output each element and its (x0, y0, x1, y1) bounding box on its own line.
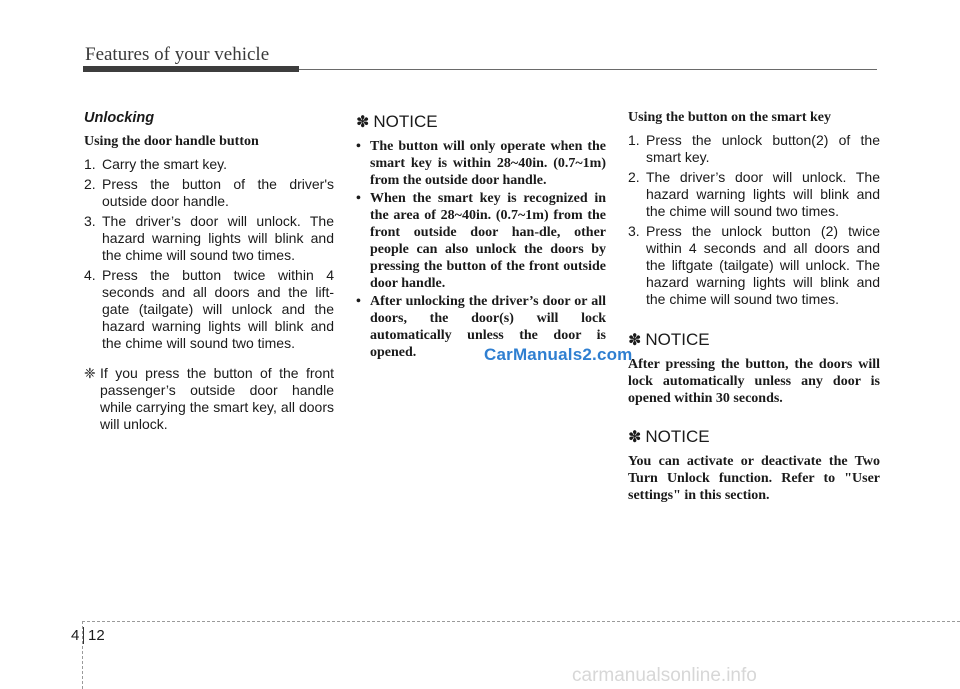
step-number: 2. (628, 169, 640, 185)
door-handle-steps (84, 156, 334, 352)
step-number: 4. (84, 267, 96, 283)
step-text: Press the unlock button (2) twice within 4 seconds and all doors and the liftgate (tailgate) will unlock. The hazard warning lights will blink and the chime will sound two times. (646, 223, 880, 307)
subhead-door-handle: Using the door handle button (84, 134, 259, 149)
notice-heading (628, 427, 880, 447)
header-bar (83, 66, 299, 72)
step-number: 2. (84, 176, 96, 192)
carmanuals-watermark: CarManuals2.com (484, 345, 633, 364)
notice-title: NOTICE (645, 330, 710, 349)
step-number: 3. (628, 223, 640, 239)
list-item (84, 156, 334, 173)
step-text: Press the unlock button(2) of the smart key. (646, 132, 880, 165)
notice-star-icon: ✽ (356, 114, 370, 131)
subhead-smart-key: Using the button on the smart key (628, 110, 832, 125)
bullet-icon: • (356, 139, 361, 154)
notice-star-icon: ✽ (628, 429, 642, 446)
step-number: 1. (628, 132, 640, 148)
list-item (84, 267, 334, 352)
page-header-title: Features of your vehicle (85, 44, 270, 65)
header-rule (299, 69, 877, 70)
notice-title: NOTICE (645, 427, 710, 446)
list-item (356, 138, 606, 189)
list-item (628, 223, 880, 308)
list-item (628, 132, 880, 166)
step-text: The driver’s door will unlock. The hazard warning lights will blink and the chime will sound two times. (646, 169, 880, 219)
column-notice (356, 108, 606, 362)
step-number: 1. (84, 156, 96, 172)
chapter-number: 4 (71, 627, 80, 644)
column-unlocking (84, 108, 334, 433)
notice-two-turn-text: You can activate or deactivate the Two Turn Unlock function. Refer to "User settings" in this section. (628, 454, 880, 503)
note-text: If you press the button of the front passenger’s outside door handle while carrying the smart key, all doors will unlock. (100, 365, 334, 432)
site-watermark: carmanualsonline.info (572, 665, 757, 686)
step-text: Carry the smart key. (102, 156, 227, 172)
note-symbol-icon: ❈ (84, 365, 96, 381)
notice-heading (356, 112, 606, 132)
bullet-icon: • (356, 294, 361, 309)
page-number-divider (83, 627, 84, 644)
step-number: 3. (84, 213, 96, 229)
step-text: The driver’s door will unlock. The hazard warning lights will blink and the chime will sound two times. (102, 213, 334, 263)
bullet-icon: • (356, 191, 361, 206)
list-item (84, 213, 334, 264)
passenger-note (84, 365, 334, 433)
step-text: Press the button of the driver's outside door handle. (102, 176, 334, 209)
footer-rule (82, 621, 960, 622)
column-smart-key (628, 108, 880, 504)
bullet-text: After unlocking the driver’s door or all doors, the door(s) will lock automatically unless the door is opened. (370, 294, 606, 360)
section-title-unlocking: Unlocking (84, 110, 155, 126)
notice-bullets (356, 138, 606, 361)
page-number: 12 (88, 627, 105, 644)
step-text: Press the button twice within 4 seconds and all doors and the lift-gate (tailgate) will unlock and the hazard warning lights will blink and the chime will sound two times. (102, 267, 334, 351)
bullet-text: When the smart key is recognized in the area of 28~40in. (0.7~1m) from the front outside door han-dle, other people can also unlock the doors by pressing the button of the front outside door handle. (370, 191, 606, 291)
list-item (356, 190, 606, 292)
smart-key-steps (628, 132, 880, 308)
bullet-text: The button will only operate when the smart key is within 28~40in. (0.7~1m) from the outside door handle. (370, 139, 606, 188)
list-item (628, 169, 880, 220)
notice-star-icon: ✽ (628, 332, 642, 349)
notice-heading (628, 330, 880, 350)
notice-title: NOTICE (373, 112, 438, 131)
list-item (84, 176, 334, 210)
notice-auto-lock-text: After pressing the button, the doors will lock automatically unless any door is opened within 30 seconds. (628, 357, 880, 406)
